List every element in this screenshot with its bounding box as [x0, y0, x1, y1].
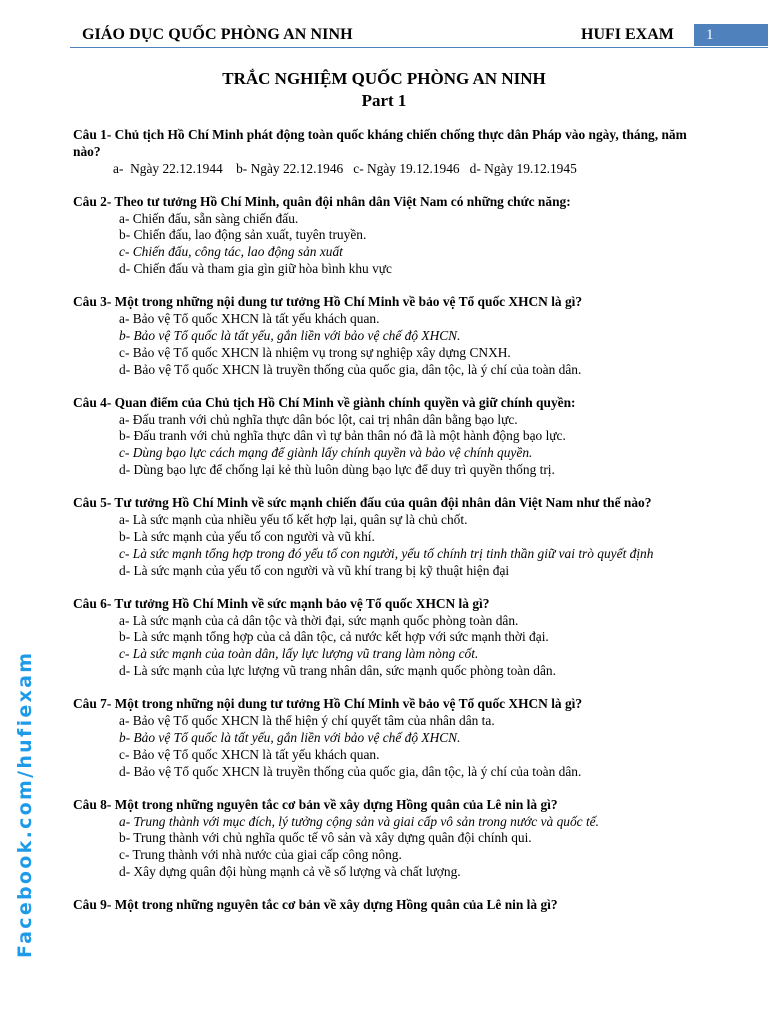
document-subtitle: Part 1: [361, 91, 407, 110]
question-text: Câu 2- Theo tư tưởng Hồ Chí Minh, quân đội nhân dân Việt Nam có những chức năng:: [73, 193, 571, 209]
option-c-correct: c- Chiến đấu, công tác, lao động sản xuất: [119, 244, 343, 260]
question-7: [73, 696, 695, 780]
page-number-badge: 1: [694, 24, 768, 46]
option-a: a- Là sức mạnh của nhiều yếu tố kết hợp lại, quân sự là chủ chốt.: [119, 512, 468, 528]
option-c-correct: c- Là sức mạnh của toàn dân, lấy lực lượng vũ trang làm nòng cốt.: [119, 646, 479, 662]
option-a: a- Là sức mạnh của cả dân tộc và thời đại, sức mạnh quốc phòng toàn dân.: [119, 612, 519, 628]
header-subject: GIÁO DỤC QUỐC PHÒNG AN NINH: [82, 26, 353, 43]
option-d: d- Chiến đấu và tham gia gìn giữ hòa bình khu vực: [119, 261, 392, 277]
option-d: d- Dùng bạo lực để chống lại kẻ thù luôn dùng bạo lực để duy trì quyền thống trị.: [119, 462, 555, 478]
question-text: Câu 5- Tư tưởng Hồ Chí Minh về sức mạnh chiến đấu của quân đội nhân dân Việt Nam như thế nào?: [73, 495, 652, 511]
question-3: [73, 294, 695, 378]
header-divider: [70, 47, 768, 48]
question-text: Câu 1- Chủ tịch Hồ Chí Minh phát động toàn quốc kháng chiến chống thực dân Pháp vào ngày, tháng, năm nào?: [73, 127, 687, 159]
option-b: b- Chiến đấu, lao động sản xuất, tuyên truyền.: [119, 227, 367, 243]
option-b: b- Trung thành với chủ nghĩa quốc tế vô sản và xây dựng quân đội chính qui.: [119, 830, 532, 846]
question-1: [73, 127, 695, 177]
question-4: [73, 395, 695, 479]
option-d: d- Xây dựng quân đội hùng mạnh cả về số lượng và chất lượng.: [119, 863, 461, 879]
document-title: TRẮC NGHIỆM QUỐC PHÒNG AN NINH: [222, 69, 546, 88]
option-c: c- Trung thành với nhà nước của giai cấp công nông.: [119, 847, 402, 863]
option-a: a- Đấu tranh với chủ nghĩa thực dân bóc lột, cai trị nhân dân bằng bạo lực.: [119, 411, 518, 427]
option-a: a- Bảo vệ Tổ quốc XHCN là thể hiện ý chí quyết tâm của nhân dân ta.: [119, 713, 495, 729]
option-d: d- Bảo vệ Tổ quốc XHCN là truyền thống của quốc gia, dân tộc, là ý chí của toàn dân.: [119, 763, 582, 779]
question-list: [73, 127, 695, 931]
option-c: c- Bảo vệ Tổ quốc XHCN là tất yếu khách quan.: [119, 746, 380, 762]
option-d: d- Bảo vệ Tổ quốc XHCN là truyền thống của quốc gia, dân tộc, là ý chí của toàn dân.: [119, 361, 582, 377]
option-c-correct: c- Là sức mạnh tổng hợp trong đó yếu tố con người, yếu tố chính trị tinh thần giữ vai trò quyết định: [119, 545, 654, 561]
option-c-correct: c- Dùng bạo lực cách mạng để giành lấy chính quyền và bảo vệ chính quyền.: [119, 445, 533, 461]
option-b: b- Là sức mạnh của yếu tố con người và vũ khí.: [119, 528, 375, 544]
option-b: b- Là sức mạnh tổng hợp của cả dân tộc, cả nước kết hợp với sức mạnh thời đại.: [119, 629, 549, 645]
question-8: [73, 797, 695, 881]
question-text: Câu 9- Một trong những nguyên tắc cơ bản về xây dựng Hồng quân của Lê nin là gì?: [73, 897, 558, 913]
question-6: [73, 596, 695, 680]
question-2: [73, 194, 695, 278]
option-d: d- Là sức mạnh của yếu tố con người và vũ khí trang bị kỹ thuật hiện đại: [119, 562, 510, 578]
option-c: c- Bảo vệ Tổ quốc XHCN là nhiệm vụ trong sự nghiệp xây dựng CNXH.: [119, 344, 511, 360]
question-5: [73, 495, 695, 579]
option-b: b- Đấu tranh với chủ nghĩa thực dân vì tự bản thân nó đã là một hành động bạo lực.: [119, 428, 566, 444]
option-a: a- Chiến đấu, sẵn sàng chiến đấu.: [119, 210, 299, 226]
option-b-correct: b- Bảo vệ Tổ quốc là tất yếu, gắn liền với bảo vệ chế độ XHCN.: [119, 729, 461, 745]
question-text: Câu 6- Tư tưởng Hồ Chí Minh về sức mạnh bảo vệ Tổ quốc XHCN là gì?: [73, 595, 490, 611]
question-text: Câu 8- Một trong những nguyên tắc cơ bản về xây dựng Hồng quân của Lê nin là gì?: [73, 796, 558, 812]
option-row: a- Ngày 22.12.1944 b- Ngày 22.12.1946 c- Ngày 19.12.1946 d- Ngày 19.12.1945: [113, 160, 577, 176]
option-a-correct: a- Trung thành với mục đích, lý tưởng cộng sản và giai cấp vô sản trong nước và quốc tế.: [119, 813, 599, 829]
question-text: Câu 4- Quan điểm của Chủ tịch Hồ Chí Minh về giành chính quyền và giữ chính quyền:: [73, 394, 576, 410]
option-b-correct: b- Bảo vệ Tổ quốc là tất yếu, gắn liền với bảo vệ chế độ XHCN.: [119, 327, 461, 343]
header-brand: HUFI EXAM: [581, 26, 674, 43]
question-9: [73, 897, 695, 914]
question-text: Câu 7- Một trong những nội dung tư tưởng Hồ Chí Minh về bảo vệ Tổ quốc XHCN là gì?: [73, 696, 583, 712]
option-a: a- Bảo vệ Tổ quốc XHCN là tất yếu khách quan.: [119, 311, 380, 327]
facebook-watermark: Facebook.com/hufiexam: [14, 650, 36, 958]
option-d: d- Là sức mạnh của lực lượng vũ trang nhân dân, sức mạnh quốc phòng toàn dân.: [119, 663, 556, 679]
question-text: Câu 3- Một trong những nội dung tư tưởng Hồ Chí Minh về bảo vệ Tổ quốc XHCN là gì?: [73, 294, 583, 310]
